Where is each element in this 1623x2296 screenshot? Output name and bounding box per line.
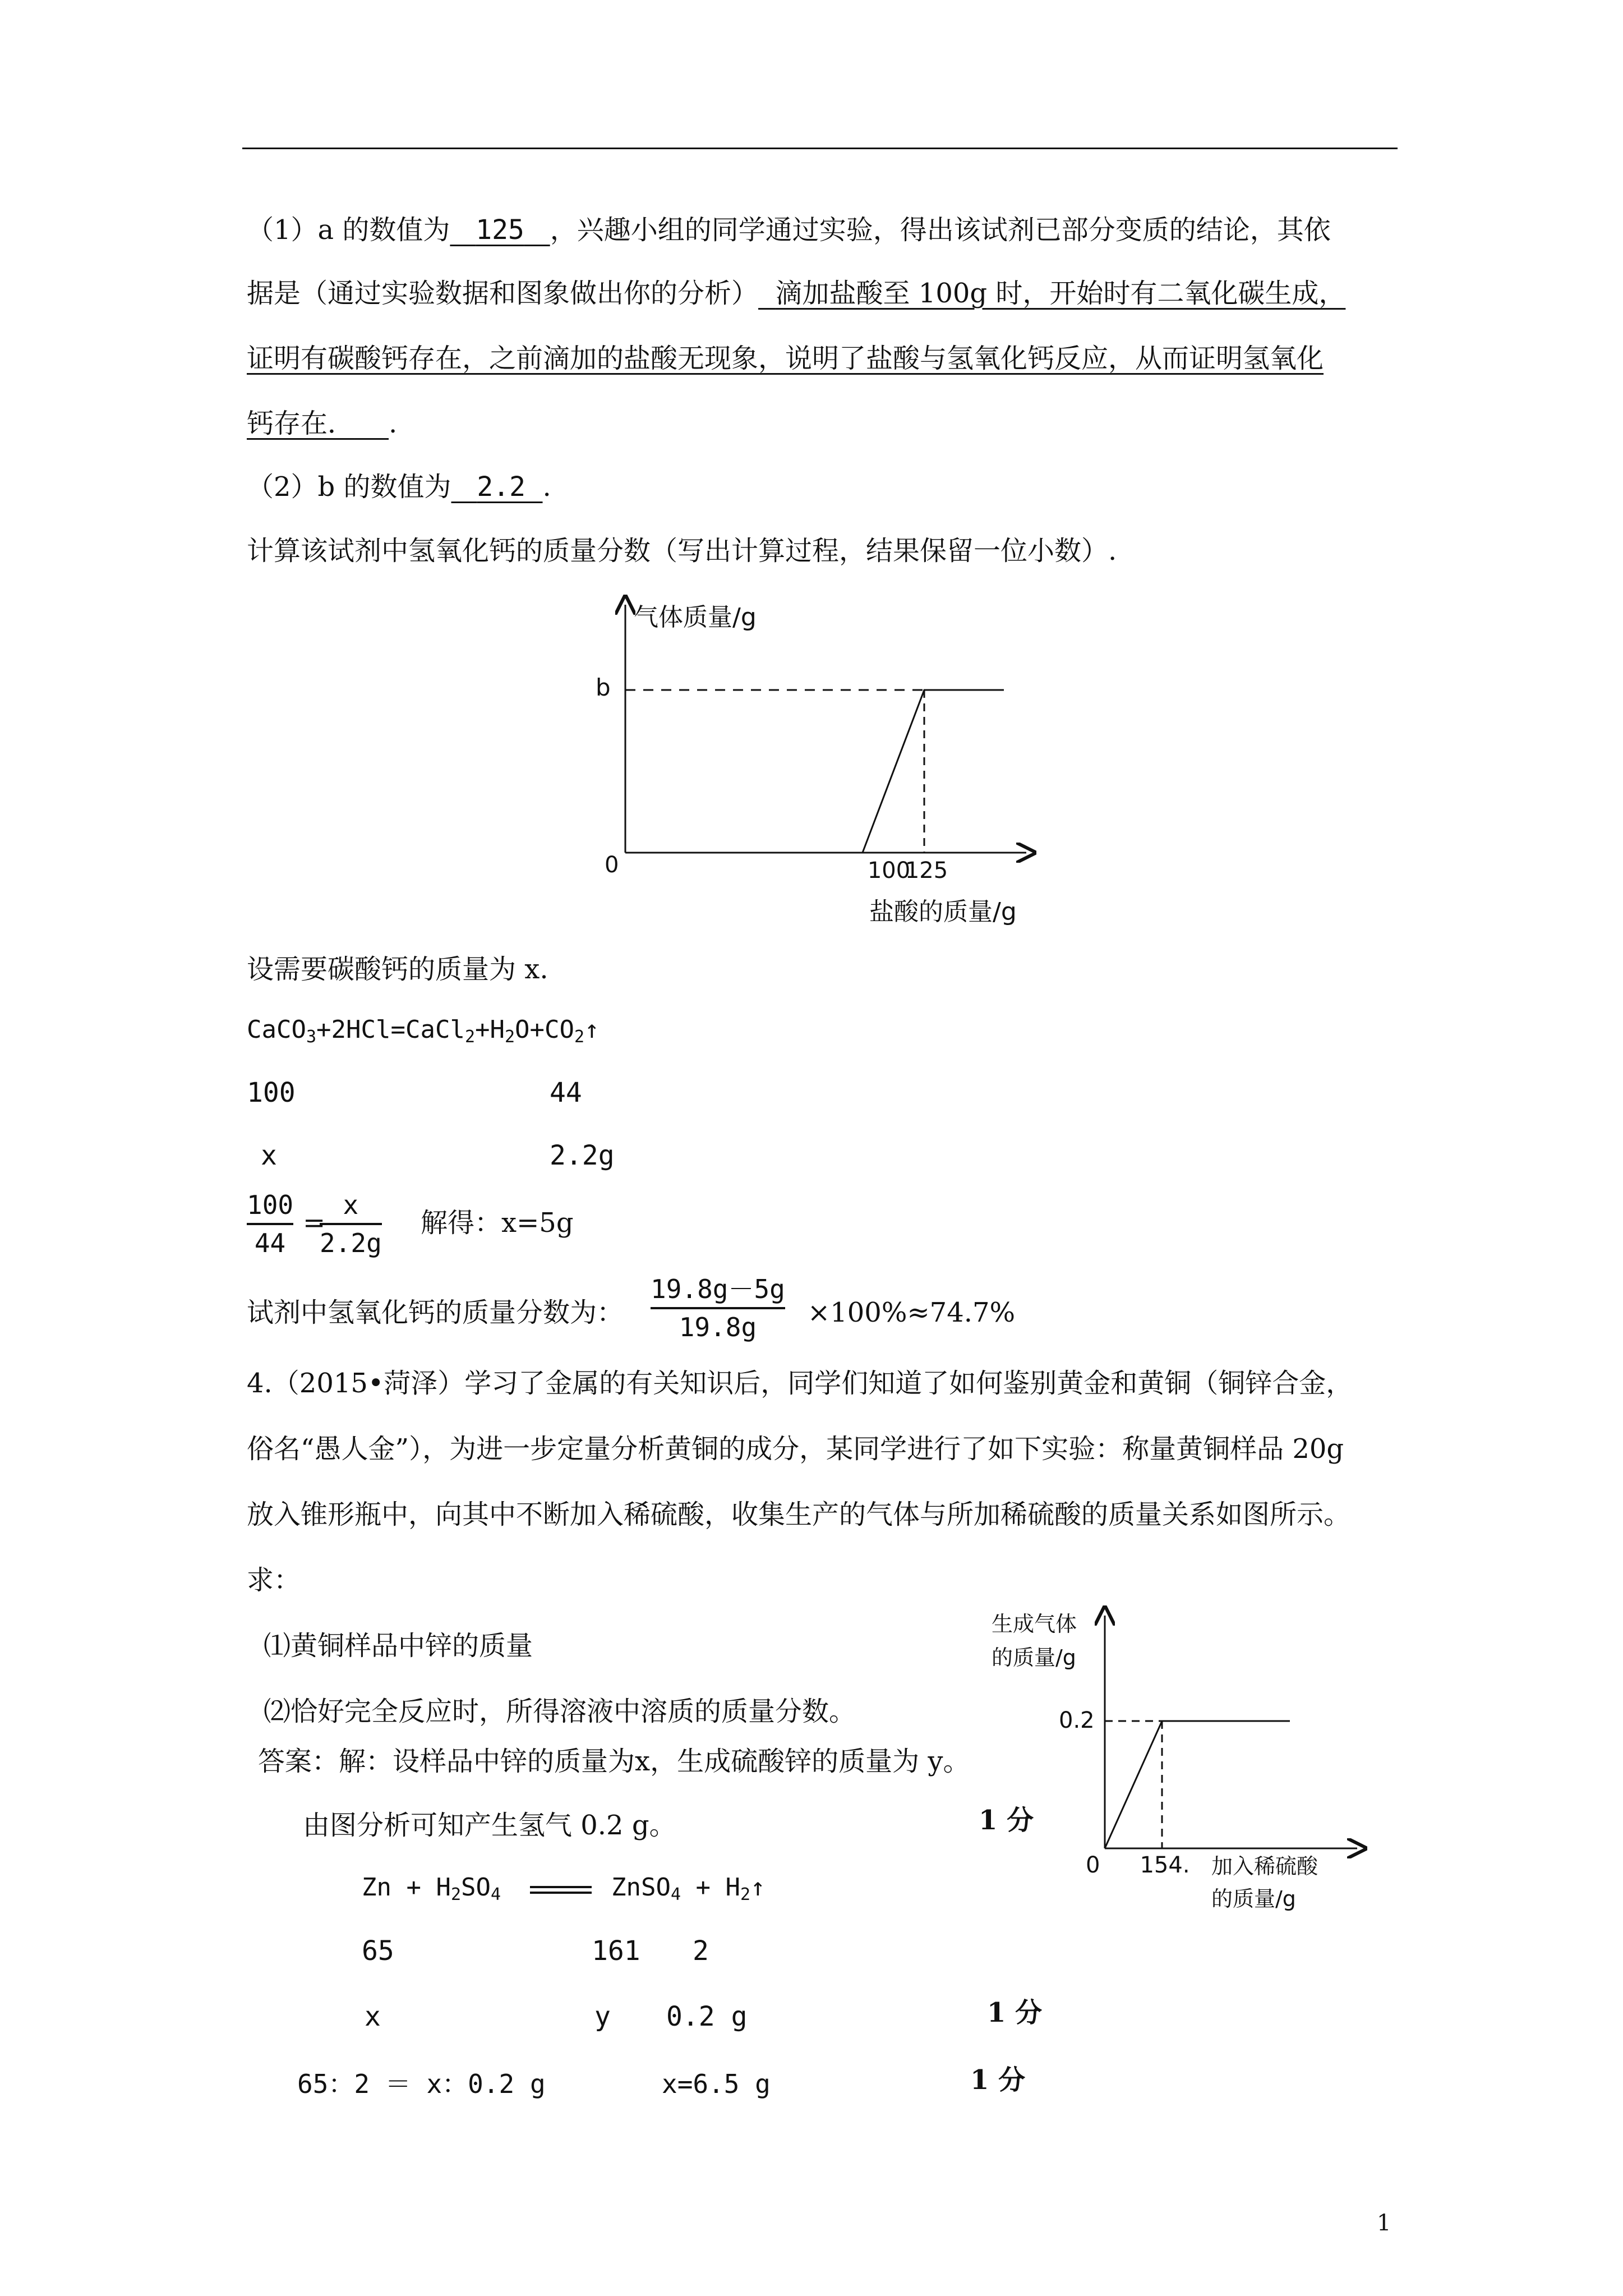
score-3: 1 分 <box>970 2064 1026 2096</box>
zn-ratio: 65：2 ＝ x：0.2 g <box>297 2069 546 2099</box>
q3-part1-mid: ，兴趣小组的同学通过实验，得出该试剂已部分变质的结论，其依 <box>550 214 1331 246</box>
a-value-blank <box>450 214 550 246</box>
q3-part1-line1 <box>247 213 1331 247</box>
q4-line1: 4.（2015•菏泽）学习了金属的有关知识后，同学们知道了如何鉴别黄金和黄铜（铜锌合金， <box>247 1368 1353 1399</box>
zn-equation-products: ZnSO$_4$ + $H_2↑$ <box>611 1873 766 1904</box>
solution-let: 设需要碳酸钙的质量为 x. <box>247 954 548 985</box>
q4-sub1: ⑴黄铜样品中锌的质量 <box>264 1630 533 1662</box>
hcl-gas-chart <box>561 589 1066 937</box>
q3-part1-line2 <box>247 277 1345 310</box>
ratio-fraction-left: 100 44 <box>247 1190 294 1258</box>
mass-fraction: 19.8g－5g 19.8g <box>651 1274 785 1342</box>
fraction-result: ×100%≈74.7% <box>808 1297 1016 1328</box>
ratio-equals: = <box>303 1207 326 1239</box>
x-tick-label: 154. <box>1140 1852 1190 1878</box>
co2-molar-mass: 44 <box>550 1077 582 1108</box>
analysis-line3: 钙存在． <box>247 408 355 439</box>
q4-line3: 放入锥形瓶中，向其中不断加入稀硫酸，收集生产的气体与所加稀硫酸的质量关系如图所示。 <box>247 1499 1351 1530</box>
q4-answer: 答案：解：设样品中锌的质量为x，生成硫酸锌的质量为 y。 <box>258 1746 970 1777</box>
q3-part1-line2-start: 据是（通过实验数据和图象做出你的分析） <box>247 278 759 309</box>
gas-series-line <box>1105 1721 1290 1848</box>
q4-line4: 求： <box>247 1565 301 1596</box>
zn-result: x=6.5 g <box>662 2069 771 2099</box>
co2-mass: 2.2g <box>550 1140 615 1171</box>
origin-label: 0 <box>605 852 619 878</box>
zn-unknown: x <box>365 2001 381 2032</box>
header-rule <box>242 148 1398 149</box>
b-value-blank <box>451 471 543 503</box>
h2-mass: 0.2 g <box>666 2001 748 2032</box>
b-tick-label: b <box>596 674 611 701</box>
solve-result: 解得：x=5g <box>421 1207 574 1239</box>
y-tick-label: 0.2 <box>1059 1708 1095 1733</box>
q3-part2: （2）b 的数值为 2.2 . <box>247 471 551 503</box>
x-axis-label-line1: 加入稀硫酸 <box>1211 1854 1318 1879</box>
equation-equals-sign <box>530 1886 592 1894</box>
a-value: 125 <box>476 214 524 246</box>
q3-part1-line4: 钙存在． . <box>247 408 398 439</box>
q4-line2: 俗名“愚人金”），为进一步定量分析黄铜的成分，某同学进行了如下实验：称量黄铜样品 20g <box>247 1433 1344 1465</box>
x-axis-label: 盐酸的质量/g <box>869 898 1017 926</box>
gas-series-line <box>863 690 1004 853</box>
q4-sub2: ⑵恰好完全反应时，所得溶液中溶质的质量分数。 <box>264 1696 856 1727</box>
b-value: 2.2 <box>477 471 526 503</box>
y-axis-label: 气体质量/g <box>634 603 757 632</box>
caco3-unknown: x <box>261 1140 277 1171</box>
page-number: 1 <box>1377 2210 1391 2236</box>
score-2: 1 分 <box>987 1997 1043 2028</box>
tick-100-label: 100 <box>867 858 911 884</box>
znso4-molar-mass: 161 <box>592 1935 640 1967</box>
q3-part2-prefix: （2）b 的数值为 <box>247 471 451 503</box>
caco3-equation-text: $CaCO_3+2HCl=CaCl_2+H_2O+CO_2↑$ <box>247 1015 600 1047</box>
calc-intro: 计算该试剂中氢氧化钙的质量分数（写出计算过程，结果保留一位小数）. <box>247 535 1117 567</box>
origin-label: 0 <box>1086 1852 1100 1878</box>
analysis-line2: 证明有碳酸钙存在，之前滴加的盐酸无现象，说明了盐酸与氢氧化钙反应，从而证明氢氧化 <box>247 343 1324 374</box>
ratio-fraction-right: x 2.2g <box>320 1190 382 1258</box>
zn-equation-reactants: $Zn + H_2SO_4$ <box>362 1873 501 1904</box>
analysis-line1: 滴加盐酸至 100g 时，开始时有二氧化碳生成， <box>775 278 1346 309</box>
caco3-molar-mass: 100 <box>247 1077 296 1108</box>
y-axis-label-line1: 生成气体 <box>992 1612 1077 1636</box>
znso4-unknown: y <box>594 2001 611 2032</box>
zn-molar-mass: 65 <box>362 1935 394 1967</box>
y-axis-label-line2: 的质量/g <box>992 1645 1076 1670</box>
h2-molar-mass: 2 <box>693 1935 709 1967</box>
x-axis-label-line2: 的质量/g <box>1211 1887 1296 1911</box>
h2so4-gas-chart <box>976 1599 1402 1935</box>
caco3-equation <box>247 1013 600 1047</box>
q4-step1: 由图分析可知产生氢气 0.2 g。 <box>303 1810 676 1841</box>
fraction-label: 试剂中氢氧化钙的质量分数为： <box>247 1297 624 1328</box>
tick-125-label: 125 <box>905 858 948 884</box>
score-1: 1 分 <box>979 1805 1034 1836</box>
q3-part1-prefix: （1）a 的数值为 <box>247 214 450 246</box>
